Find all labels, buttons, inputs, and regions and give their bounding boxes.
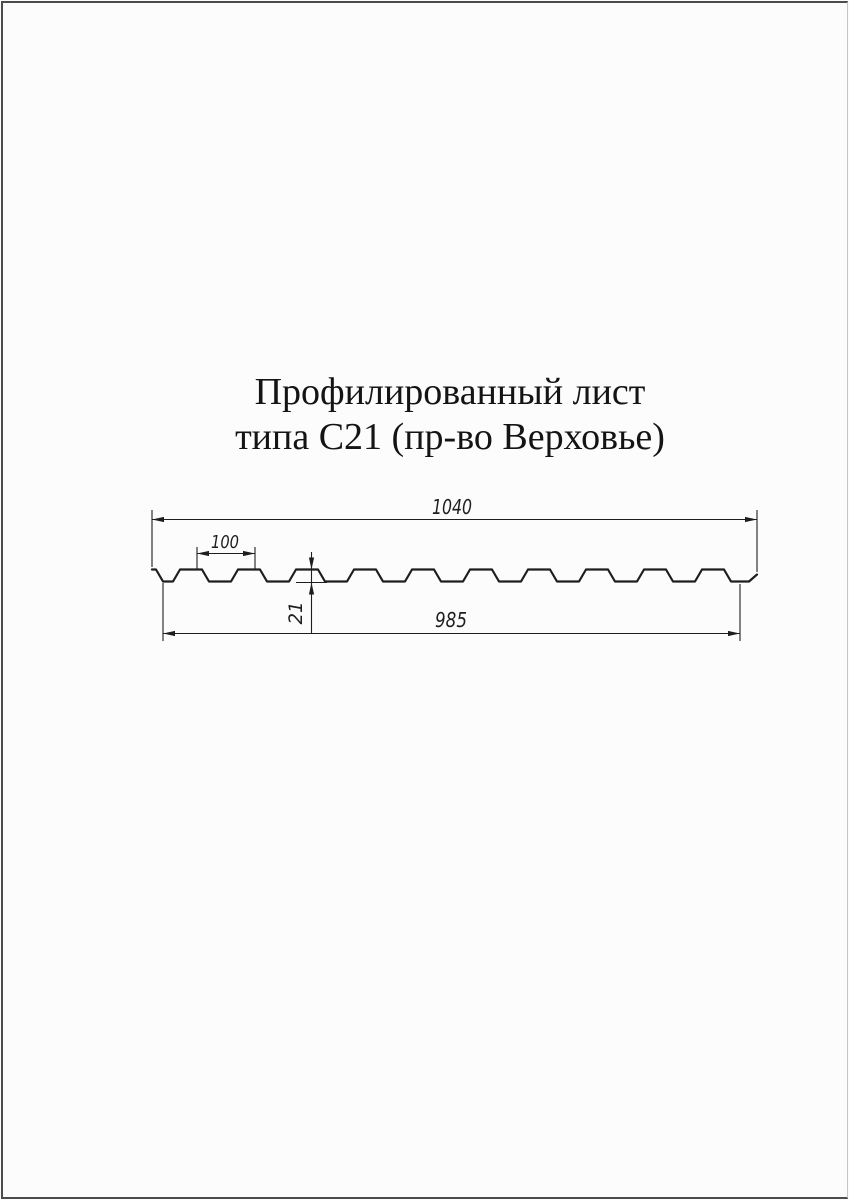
dimension-overall-width xyxy=(152,495,757,572)
profile-outline xyxy=(152,570,757,582)
dim-arrow-right xyxy=(745,517,757,522)
title-line-1: Профилированный лист xyxy=(254,371,646,413)
dimension-label-overall-width: 1040 xyxy=(432,495,472,519)
dimension-bottom-width xyxy=(163,583,740,641)
dim-arrow-left xyxy=(152,517,164,522)
dimension-rib-pitch xyxy=(197,532,255,570)
title-line-2: типа С21 (пр-во Верховье) xyxy=(235,416,665,458)
dim-arrow-top xyxy=(309,558,314,570)
dim-arrow-left xyxy=(163,631,175,636)
dim-arrow-bottom xyxy=(309,583,314,595)
dimension-label-bottom-width: 985 xyxy=(435,608,467,632)
dim-arrow-right xyxy=(243,551,255,556)
dim-arrow-right xyxy=(728,631,740,636)
dimension-label-rib-pitch: 100 xyxy=(211,532,239,553)
dimension-profile-height xyxy=(285,552,327,634)
dim-arrow-left xyxy=(197,551,209,556)
dimension-label-profile-height: 21 xyxy=(285,600,307,625)
